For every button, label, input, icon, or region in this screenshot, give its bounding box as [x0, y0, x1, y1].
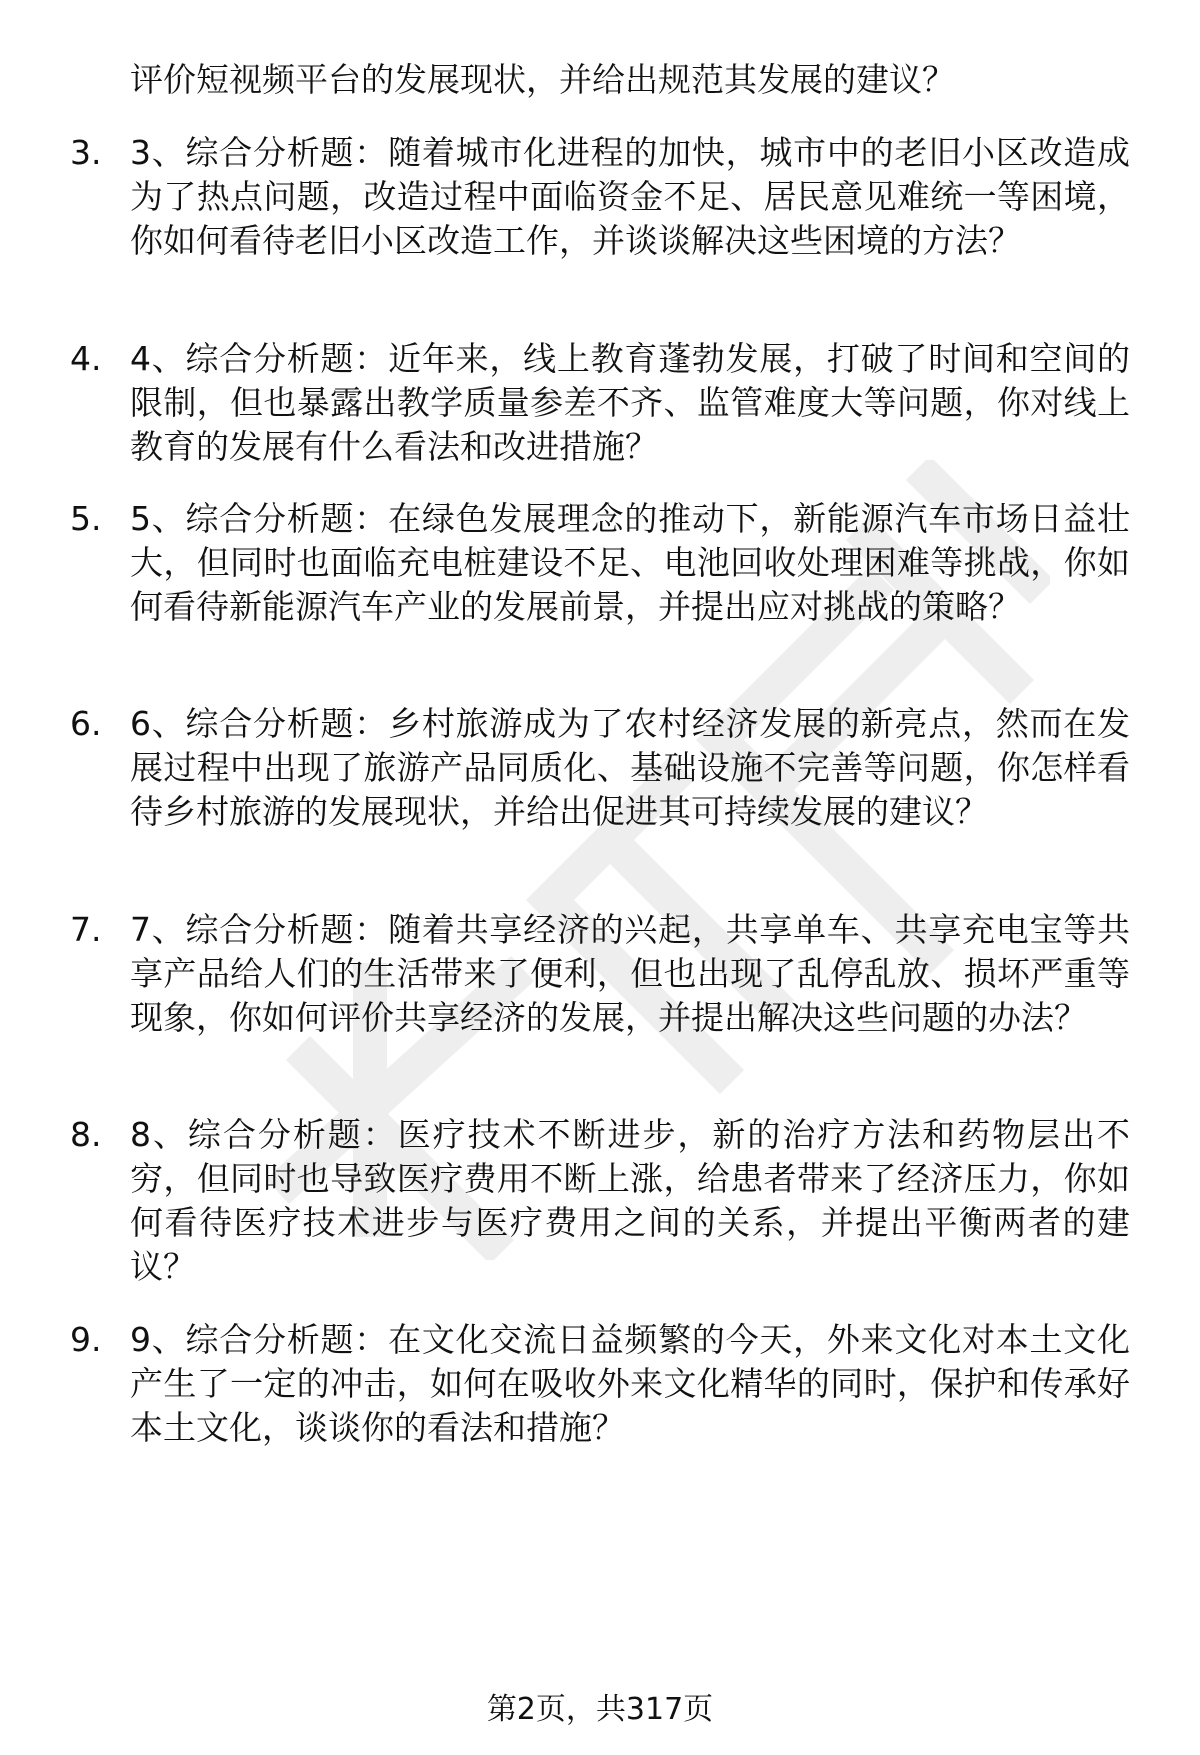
list-number: 6. [70, 704, 102, 743]
list-number: 8. [70, 1115, 102, 1154]
question-text: 9、综合分析题：在文化交流日益频繁的今天，外来文化对本土文化产生了一定的冲击，如何在吸收外来文化精华的同时，保护和传承好本土文化，谈谈你的看法和措施？ [130, 1320, 1130, 1447]
list-number: 5. [70, 499, 102, 538]
page-footer: 第2页，共317页 [486, 1692, 714, 1727]
question-text: 7、综合分析题：随着共享经济的兴起，共享单车、共享充电宝等共享产品给人们的生活带来了便利，但也出现了乱停乱放、损坏严重等现象，你如何评价共享经济的发展，并提出解决这些问题的办法？ [130, 910, 1130, 1037]
list-number: 7. [70, 910, 102, 949]
question-text: 5、综合分析题：在绿色发展理念的推动下，新能源汽车市场日益壮大，但同时也面临充电桩建设不足、电池回收处理困难等挑战，你如何看待新能源汽车产业的发展前景，并提出应对挑战的策略？ [130, 499, 1130, 626]
continuation-text: 评价短视频平台的发展现状，并给出规范其发展的建议？ [130, 60, 955, 99]
question-text: 3、综合分析题：随着城市化进程的加快，城市中的老旧小区改造成为了热点问题，改造过程中面临资金不足、居民意见难统一等困境，你如何看待老旧小区改造工作，并谈谈解决这些困境的方法？ [130, 133, 1130, 260]
list-number: 3. [70, 133, 102, 172]
list-number: 9. [70, 1320, 102, 1359]
list-number: 4. [70, 339, 102, 378]
question-text: 4、综合分析题：近年来，线上教育蓬勃发展，打破了时间和空间的限制，但也暴露出教学质量参差不齐、监管难度大等问题，你对线上教育的发展有什么看法和改进措施？ [130, 339, 1130, 466]
question-text: 8、综合分析题：医疗技术不断进步，新的治疗方法和药物层出不穷，但同时也导致医疗费用不断上涨，给患者带来了经济压力，你如何看待医疗技术进步与医疗费用之间的关系，并提出平衡两者的建议？ [130, 1115, 1130, 1286]
question-text: 6、综合分析题：乡村旅游成为了农村经济发展的新亮点，然而在发展过程中出现了旅游产品同质化、基础设施不完善等问题，你怎样看待乡村旅游的发展现状，并给出促进其可持续发展的建议？ [130, 704, 1130, 831]
